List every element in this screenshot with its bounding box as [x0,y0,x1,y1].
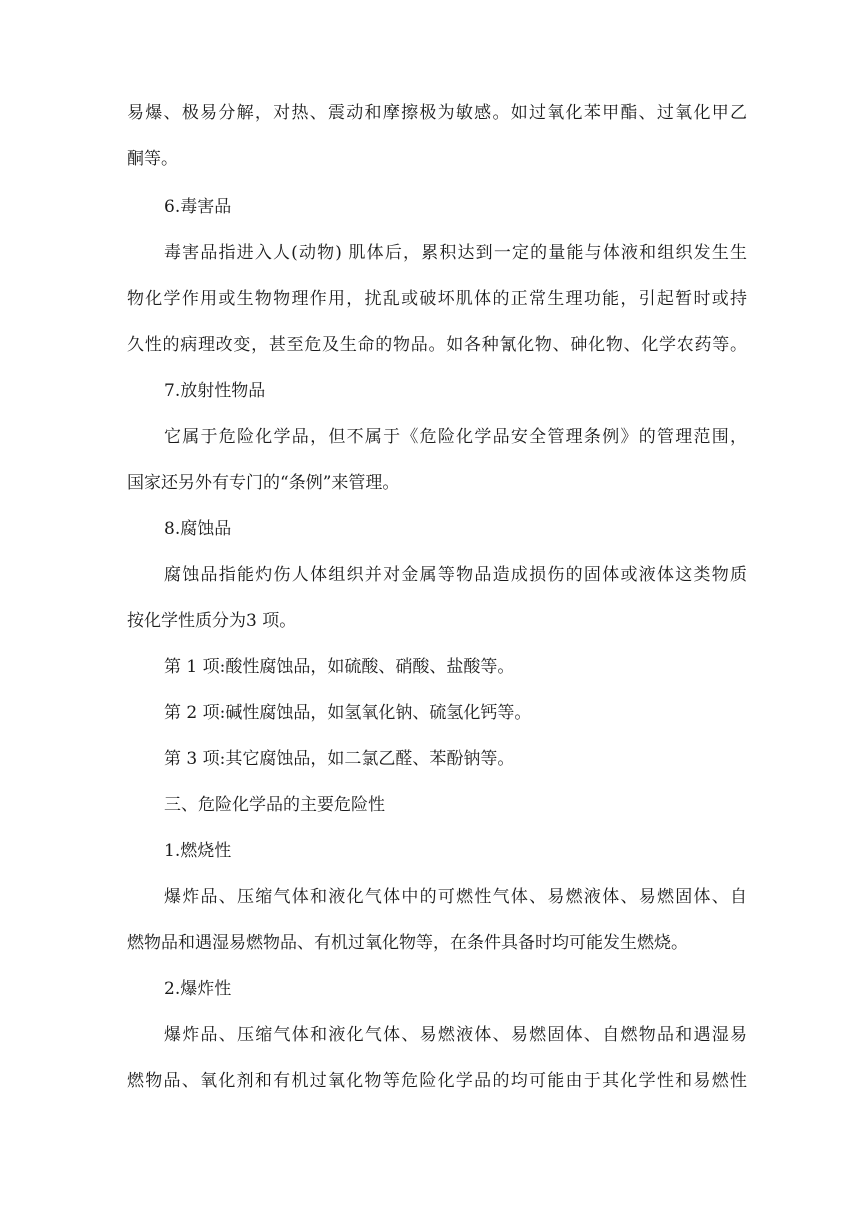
paragraph-line: 国家还另外有专门的“条例”来管理。 [127,473,400,493]
section-heading: 8.腐蚀品 [164,519,232,539]
paragraph-line: 爆炸品、压缩气体和液化气体中的可燃性气体、易燃液体、易燃固体、自 [164,887,747,907]
paragraph-line: 燃物品、氧化剂和有机过氧化物等危险化学品的均可能由于其化学性和易燃性 [127,1071,747,1091]
paragraph-line: 爆炸品、压缩气体和液化气体、易燃液体、易燃固体、自燃物品和遇湿易 [164,1025,747,1045]
paragraph-line: 易爆、极易分解，对热、震动和摩擦极为敏感。如过氧化苯甲酯、过氧化甲乙 [127,103,747,123]
section-heading: 6.毒害品 [164,197,232,217]
section-heading: 7.放射性物品 [164,381,266,401]
paragraph-line: 腐蚀品指能灼伤人体组织并对金属等物品造成损伤的固体或液体这类物质 [164,565,747,585]
list-item: 第 3 项:其它腐蚀品，如二氯乙醛、苯酚钠等。 [164,749,515,769]
list-item: 第 2 项:碱性腐蚀品，如氢氧化钠、硫氢化钙等。 [164,703,532,723]
chapter-heading: 三、危险化学品的主要危险性 [164,795,385,815]
list-item: 第 1 项:酸性腐蚀品，如硫酸、硝酸、盐酸等。 [164,657,515,677]
section-heading: 1.燃烧性 [164,841,232,861]
paragraph-line: 久性的病理改变，甚至危及生命的物品。如各种氰化物、砷化物、化学农药等。 [127,335,747,355]
paragraph-line: 物化学作用或生物物理作用，扰乱或破坏肌体的正常生理功能，引起暂时或持 [127,289,747,309]
paragraph-line: 酮等。 [127,149,178,169]
paragraph-line: 它属于危险化学品，但不属于《危险化学品安全管理条例》的管理范围， [164,427,747,447]
paragraph-line: 燃物品和遇湿易燃物品、有机过氧化物等，在条件具备时均可能发生燃烧。 [127,933,688,953]
paragraph-line: 按化学性质分为3 项。 [127,611,297,631]
paragraph-line: 毒害品指进入人(动物) 肌体后，累积达到一定的量能与体液和组织发生生 [164,243,747,263]
section-heading: 2.爆炸性 [164,979,232,999]
